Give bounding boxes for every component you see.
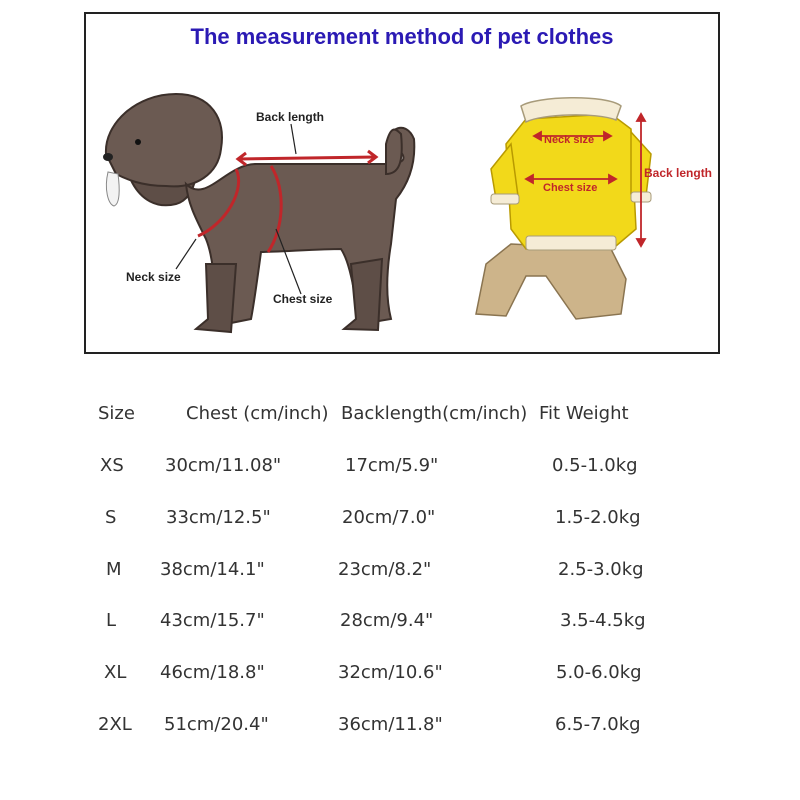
table-row-chest: 38cm/14.1"	[160, 559, 265, 580]
table-row-weight: 1.5-2.0kg	[555, 507, 641, 528]
header-fit-weight: Fit Weight	[539, 403, 629, 424]
table-row-chest: 33cm/12.5"	[166, 507, 271, 528]
dog-illustration	[86, 14, 722, 356]
table-row-backlength: 32cm/10.6"	[338, 662, 443, 683]
table-row-chest: 30cm/11.08"	[165, 455, 282, 476]
diagram-title: The measurement method of pet clothes	[190, 24, 614, 49]
table-row-weight: 3.5-4.5kg	[560, 610, 646, 631]
coat-figure	[476, 98, 651, 319]
dog-tongue	[106, 172, 119, 206]
dog-label-chest-size: Chest size	[273, 292, 333, 306]
table-row-size: 2XL	[98, 714, 132, 735]
header-backlength: Backlength(cm/inch)	[341, 403, 528, 424]
table-row-chest: 46cm/18.8"	[160, 662, 265, 683]
table-row-weight: 2.5-3.0kg	[558, 559, 644, 580]
coat-label-back-length: Back length	[644, 166, 713, 180]
table-row-chest: 43cm/15.7"	[160, 610, 265, 631]
table-row-size: XS	[100, 455, 124, 476]
dog-nose	[103, 153, 113, 161]
table-row-backlength: 17cm/5.9"	[345, 455, 439, 476]
measurement-diagram-frame	[84, 12, 720, 354]
table-row-size: S	[105, 507, 117, 528]
table-row-weight: 5.0-6.0kg	[556, 662, 642, 683]
table-row-backlength: 36cm/11.8"	[338, 714, 443, 735]
table-row-backlength: 23cm/8.2"	[338, 559, 432, 580]
table-row-weight: 0.5-1.0kg	[552, 455, 638, 476]
header-chest: Chest (cm/inch)	[186, 403, 329, 424]
table-row-size: XL	[104, 662, 127, 683]
coat-label-chest-size: Chest size	[543, 182, 598, 194]
table-row-size: L	[106, 610, 117, 631]
table-row-chest: 51cm/20.4"	[164, 714, 269, 735]
coat-label-neck-size: Neck size	[544, 134, 595, 146]
dog-label-back-length: Back length	[256, 110, 325, 124]
table-row-size: M	[106, 559, 122, 580]
dog-figure	[106, 94, 414, 332]
dog-label-neck-size: Neck size	[126, 270, 181, 284]
dog-eye	[135, 139, 141, 145]
header-size: Size	[98, 403, 135, 424]
table-row-backlength: 20cm/7.0"	[342, 507, 436, 528]
table-row-weight: 6.5-7.0kg	[555, 714, 641, 735]
table-row-backlength: 28cm/9.4"	[340, 610, 434, 631]
